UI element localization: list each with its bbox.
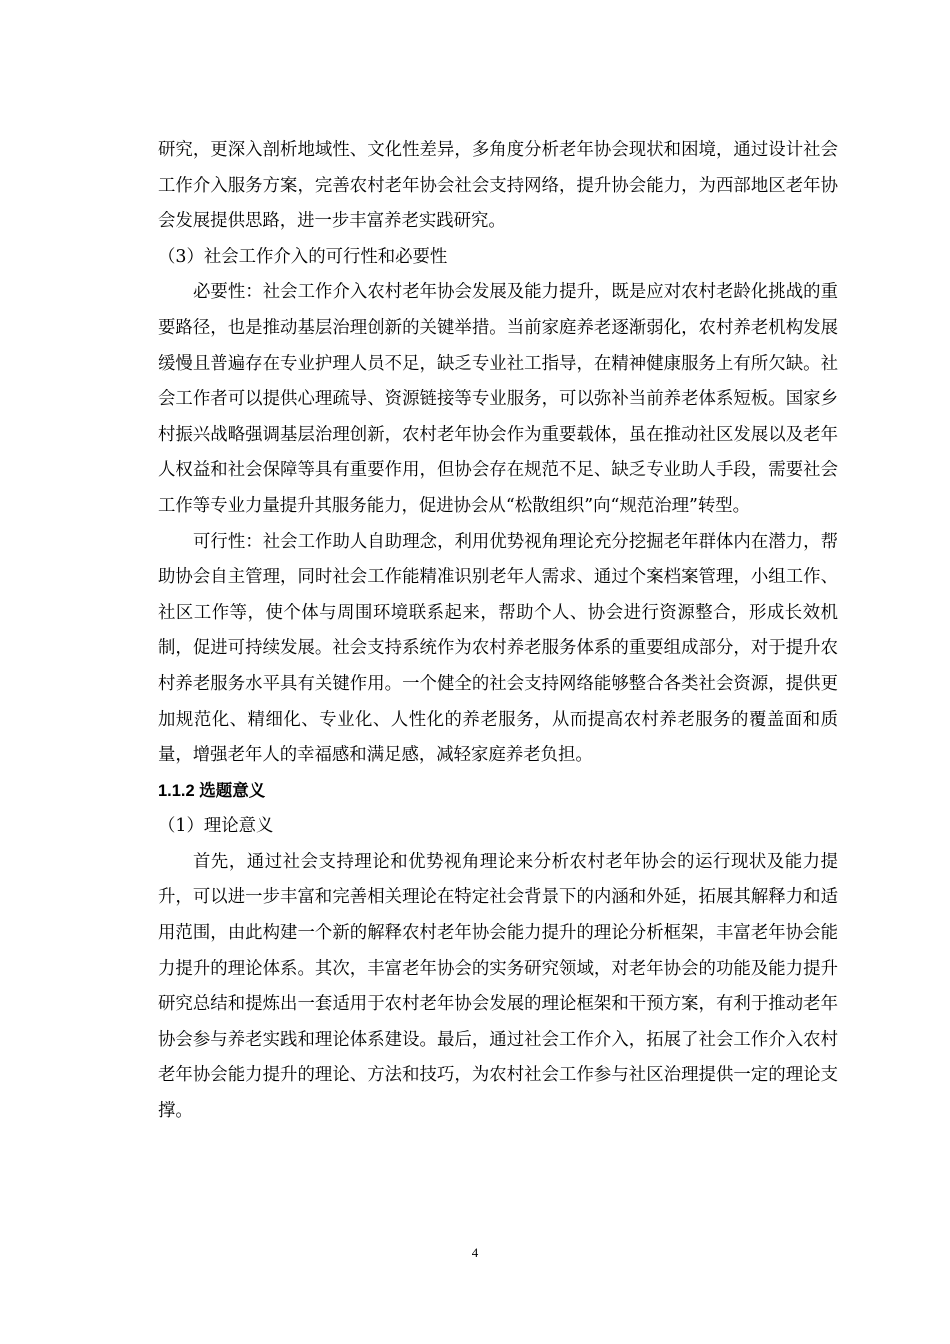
- page-body: [158, 133, 838, 1130]
- subheading-feasibility-necessity: （3）社会工作介入的可行性和必要性: [158, 246, 448, 267]
- paragraph-feasibility: 可行性：社会工作助人自助理念，利用优势视角理论充分挖掘老年群体内在潜力，帮助协会自主管理，同时社会工作能精准识别老年人需求、通过个案档案管理，小组工作、社区工作等，使个体与周围环境联系起来，帮助个人、协会进行资源整合，形成长效机制，促进可持续发展。社会支持系统作为农村养老服务体系的重要组成部分，对于提升农村养老服务水平具有关键作用。一个健全的社会支持网络能够整合各类社会资源，提供更加规范化、精细化、专业化、人性化的养老服务，从而提高农村养老服务的覆盖面和质量，增强老年人的幸福感和满足感，减轻家庭养老负担。: [158, 531, 838, 766]
- paragraph-theoretical-significance: 首先，通过社会支持理论和优势视角理论来分析农村老年协会的运行现状及能力提升，可以进一步丰富和完善相关理论在特定社会背景下的内涵和外延，拓展其解释力和适用范围，由此构建一个新的解释农村老年协会能力提升的理论分析框架，丰富老年协会能力提升的理论体系。其次，丰富老年协会的实务研究领域，对老年协会的功能及能力提升研究总结和提炼出一套适用于农村老年协会发展的理论框架和干预方案，有利于推动老年协会参与养老实践和理论体系建设。最后，通过社会工作介入，拓展了社会工作介入农村老年协会能力提升的理论、方法和技巧，为农村社会工作参与社区治理提供一定的理论支撑。: [158, 851, 838, 1122]
- section-heading-topic-significance: 1.1.2 选题意义: [158, 781, 266, 800]
- subheading-theoretical-significance: （1）理论意义: [158, 816, 274, 837]
- page-number: 4: [471, 1245, 479, 1260]
- paragraph-necessity: 必要性：社会工作介入农村老年协会发展及能力提升，既是应对农村老龄化挑战的重要路径，也是推动基层治理创新的关键举措。当前家庭养老逐渐弱化，农村养老机构发展缓慢且普遍存在专业护理人员不足，缺乏专业社工指导，在精神健康服务上有所欠缺。社会工作者可以提供心理疏导、资源链接等专业服务，可以弥补当前养老体系短板。国家乡村振兴战略强调基层治理创新，农村老年协会作为重要载体，虽在推动社区发展以及老年人权益和社会保障等具有重要作用，但协会存在规范不足、缺乏专业助人手段，需要社会工作等专业力量提升其服务能力，促进协会从“松散组织”向“规范治理”转型。: [158, 282, 838, 516]
- paragraph-continued: 研究，更深入剖析地域性、文化性差异，多角度分析老年协会现状和困境，通过设计社会工作介入服务方案，完善农村老年协会社会支持网络，提升协会能力，为西部地区老年协会发展提供思路，进一步丰富养老实践研究。: [158, 140, 838, 232]
